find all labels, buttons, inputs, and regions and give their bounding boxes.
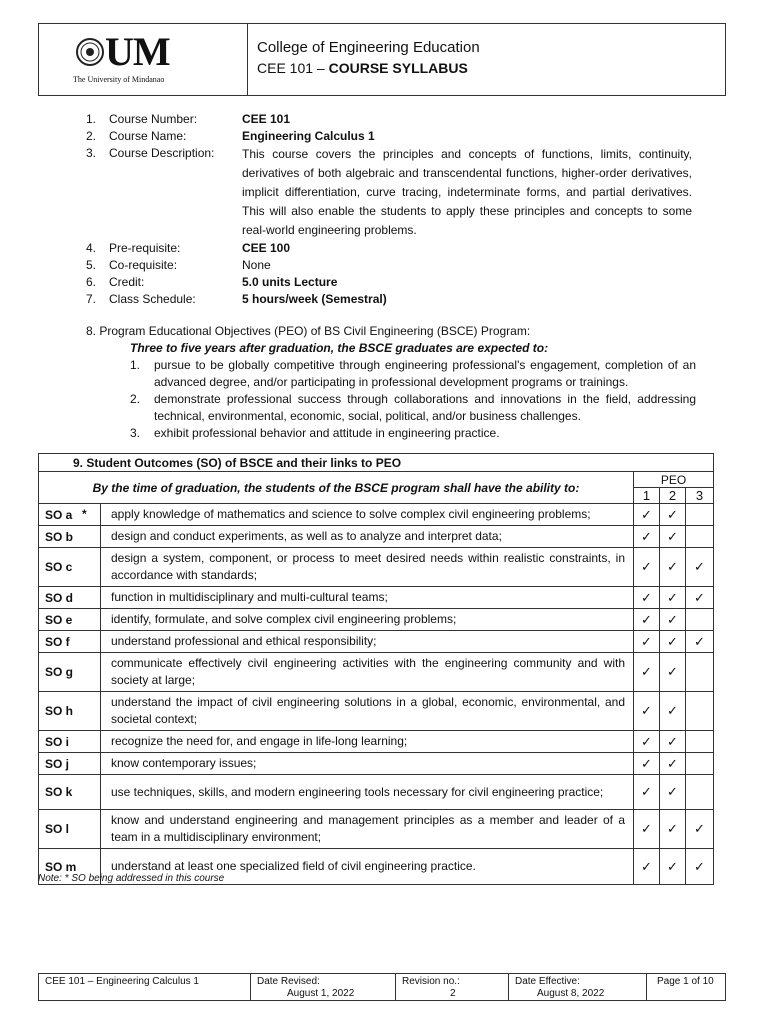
so-row <box>39 692 714 731</box>
peo-check-cell: ✓ <box>634 810 660 849</box>
peo-check-cell <box>686 526 714 548</box>
document-header <box>38 23 726 96</box>
so-description-text: design and conduct experiments, as well as to analyze and interpret data; <box>111 529 502 543</box>
footer-revision: 2 <box>450 988 456 999</box>
peo-check-cell: ✓ <box>634 653 660 692</box>
info-row-course-description: 3. Course Description: This course covers the principles and concepts of functions, limits, continuity, derivatives of both algebraic and transcendental functions, higher-order derivatives, implicit differentiation, curve tracing, indeterminate forms, and partial derivatives. This will also enable the students to apply these principles and concepts to some real-world engineering problems. <box>86 145 706 240</box>
so-code: SO k <box>39 775 101 810</box>
so-description <box>101 653 634 692</box>
footer-page: Page 1 of 10 <box>657 976 714 987</box>
peo-heading: 8. Program Educational Objectives (PEO) of BS Civil Engineering (BSCE) Program: <box>86 324 531 338</box>
so-description-text: apply knowledge of mathematics and science to solve complex civil engineering problems; <box>111 507 591 521</box>
peo-check-cell: ✓ <box>634 775 660 810</box>
peo-header-row <box>39 472 714 488</box>
so-table-body <box>39 504 714 885</box>
peo-check-cell: ✓ <box>660 631 686 653</box>
so-description-text: understand at least one specialized field of civil engineering practice. <box>111 859 476 873</box>
so-code: SO l <box>39 810 101 849</box>
so-description-text: know contemporary issues; <box>111 756 257 770</box>
info-row-class-schedule: 7. Class Schedule: 5 hours/week (Semestral) <box>86 292 387 306</box>
so-code: SO m <box>39 849 101 885</box>
footer-date-revised-cell <box>251 974 396 1000</box>
peo-check-cell: ✓ <box>686 849 714 885</box>
so-code: SO g <box>39 653 101 692</box>
peo-check-cell: ✓ <box>686 810 714 849</box>
so-description-text: communicate effectively civil engineering activities with the engineering community and with society at large; <box>111 656 625 687</box>
footer-revision-cell <box>396 974 509 1000</box>
peo-check-cell: ✓ <box>686 631 714 653</box>
peo-check-cell <box>686 609 714 631</box>
peo-col-2: 2 <box>660 488 686 504</box>
footer-course: CEE 101 – Engineering Calculus 1 <box>45 976 199 987</box>
logo-wordmark: UM <box>105 29 170 74</box>
university-seal-icon <box>75 37 105 67</box>
peo-check-cell: ✓ <box>660 504 686 526</box>
so-description <box>101 775 634 810</box>
so-description <box>101 753 634 775</box>
footer-effective-cell <box>509 974 647 1000</box>
peo-check-cell: ✓ <box>660 548 686 587</box>
so-code: SO f <box>39 631 101 653</box>
so-row <box>39 548 714 587</box>
so-row <box>39 631 714 653</box>
peo-check-cell: ✓ <box>660 731 686 753</box>
so-code: SO i <box>39 731 101 753</box>
so-description-text: function in multidisciplinary and multi-cultural teams; <box>111 590 388 604</box>
peo-item: 3. exhibit professional behavior and attitude in engineering practice. <box>130 426 500 440</box>
so-code: SO j <box>39 753 101 775</box>
peo-check-cell: ✓ <box>660 849 686 885</box>
so-row <box>39 753 714 775</box>
info-row-course-name: 2. Course Name: Engineering Calculus 1 <box>86 129 375 143</box>
peo-check-cell: ✓ <box>634 631 660 653</box>
footer-effective: August 8, 2022 <box>537 988 605 999</box>
so-row <box>39 810 714 849</box>
so-description <box>101 810 634 849</box>
peo-check-cell: ✓ <box>686 548 714 587</box>
info-row-prerequisite: 4. Pre-requisite: CEE 100 <box>86 241 291 255</box>
footer-date-revised-label: Date Revised: <box>257 976 320 987</box>
peo-check-cell: ✓ <box>634 526 660 548</box>
addressed-star-marker: * <box>82 507 87 521</box>
footer-course-cell <box>39 974 251 1000</box>
info-row-course-number: 1. Course Number: CEE 101 <box>86 112 291 126</box>
peo-check-cell: ✓ <box>634 587 660 609</box>
so-row <box>39 731 714 753</box>
so-description <box>101 548 634 587</box>
document-footer <box>38 973 726 1001</box>
peo-check-cell <box>686 504 714 526</box>
so-table-title-row <box>39 454 714 472</box>
so-description <box>101 526 634 548</box>
peo-check-cell: ✓ <box>634 753 660 775</box>
so-description <box>101 609 634 631</box>
so-description-text: understand the impact of civil engineering solutions in a global, economic, environmental, and societal context; <box>111 695 625 726</box>
peo-check-cell <box>686 692 714 731</box>
so-row <box>39 587 714 609</box>
so-description-text: understand professional and ethical responsibility; <box>111 634 377 648</box>
peo-check-cell: ✓ <box>686 587 714 609</box>
peo-check-cell: ✓ <box>634 548 660 587</box>
so-code: SO h <box>39 692 101 731</box>
so-description-text: design a system, component, or process to meet desired needs within realistic constraints, in accordance with standards; <box>111 551 625 582</box>
so-description-text: use techniques, skills, and modern engineering tools necessary for civil engineering practice; <box>111 784 604 799</box>
so-description <box>101 731 634 753</box>
footer-effective-label: Date Effective: <box>515 976 580 987</box>
peo-item: 2. demonstrate professional success through collaborations and innovations in the field, addressing technical, environmental, economic, social, political, and/or business challenges. <box>130 392 696 423</box>
syllabus-title: CEE 101 – COURSE SYLLABUS <box>257 60 468 76</box>
so-code: SO d <box>39 587 101 609</box>
so-row <box>39 775 714 810</box>
so-row <box>39 609 714 631</box>
so-description-text: know and understand engineering and management principles as a member and leader of a team in a multidisciplinary environment; <box>111 813 625 844</box>
so-table-title: 9. Student Outcomes (SO) of BSCE and their links to PEO <box>39 454 714 472</box>
ability-statement: By the time of graduation, the students of the BSCE program shall have the ability to: <box>39 472 634 504</box>
logo-cell <box>39 24 248 95</box>
peo-col-3: 3 <box>686 488 714 504</box>
peo-check-cell: ✓ <box>634 609 660 631</box>
so-description <box>82 504 634 526</box>
so-code: SO e <box>39 609 101 631</box>
so-description <box>101 692 634 731</box>
so-description <box>101 587 634 609</box>
peo-item: 1. pursue to be globally competitive through engineering professional's engagement, completion of an advanced degree, and/or participating in professional development programs or trainings. <box>130 358 696 389</box>
table-note: Note: * SO being addressed in this course <box>38 873 225 884</box>
header-title <box>257 38 480 78</box>
peo-col-1: 1 <box>634 488 660 504</box>
so-code: SO c <box>39 548 101 587</box>
student-outcomes-table <box>38 453 714 885</box>
peo-check-cell: ✓ <box>634 504 660 526</box>
peo-check-cell: ✓ <box>660 653 686 692</box>
peo-lead: Three to five years after graduation, the BSCE graduates are expected to: <box>130 341 549 355</box>
peo-check-cell <box>686 653 714 692</box>
logo-subtitle: The University of Mindanao <box>73 75 165 84</box>
course-description: This course covers the principles and concepts of functions, limits, continuity, derivatives of both algebraic and transcendental functions, higher-order derivatives, implicit differentiation, curve tracing, indeterminate forms, and partial derivatives. This will also enable the students to apply these principles and concepts to some real-world engineering problems. <box>242 147 692 237</box>
footer-revision-label: Revision no.: <box>402 976 460 987</box>
peo-check-cell: ✓ <box>660 775 686 810</box>
peo-check-cell: ✓ <box>660 587 686 609</box>
info-row-credit: 6. Credit: 5.0 units Lecture <box>86 275 338 289</box>
peo-check-cell <box>686 731 714 753</box>
college-name: College of Engineering Education <box>257 39 480 56</box>
peo-check-cell: ✓ <box>660 526 686 548</box>
course-info <box>86 111 706 308</box>
info-row-corequisite: 5. Co-requisite: None <box>86 258 271 272</box>
so-code: SO a <box>39 504 101 526</box>
so-row <box>39 526 714 548</box>
peo-check-cell <box>686 753 714 775</box>
so-description-text: recognize the need for, and engage in life-long learning; <box>111 734 408 748</box>
so-code: SO b <box>39 526 101 548</box>
peo-section <box>86 322 696 442</box>
peo-check-cell: ✓ <box>634 731 660 753</box>
peo-check-cell: ✓ <box>660 609 686 631</box>
peo-check-cell: ✓ <box>634 849 660 885</box>
footer-page-cell <box>647 974 725 1000</box>
peo-column-label: PEO <box>634 472 714 488</box>
peo-check-cell: ✓ <box>660 753 686 775</box>
so-row <box>39 504 714 526</box>
peo-check-cell <box>686 775 714 810</box>
so-description-text: identify, formulate, and solve complex civil engineering problems; <box>111 612 457 626</box>
peo-check-cell: ✓ <box>660 692 686 731</box>
so-description <box>101 631 634 653</box>
peo-check-cell: ✓ <box>634 692 660 731</box>
so-row <box>39 653 714 692</box>
footer-date-revised: August 1, 2022 <box>287 988 355 999</box>
peo-check-cell: ✓ <box>660 810 686 849</box>
